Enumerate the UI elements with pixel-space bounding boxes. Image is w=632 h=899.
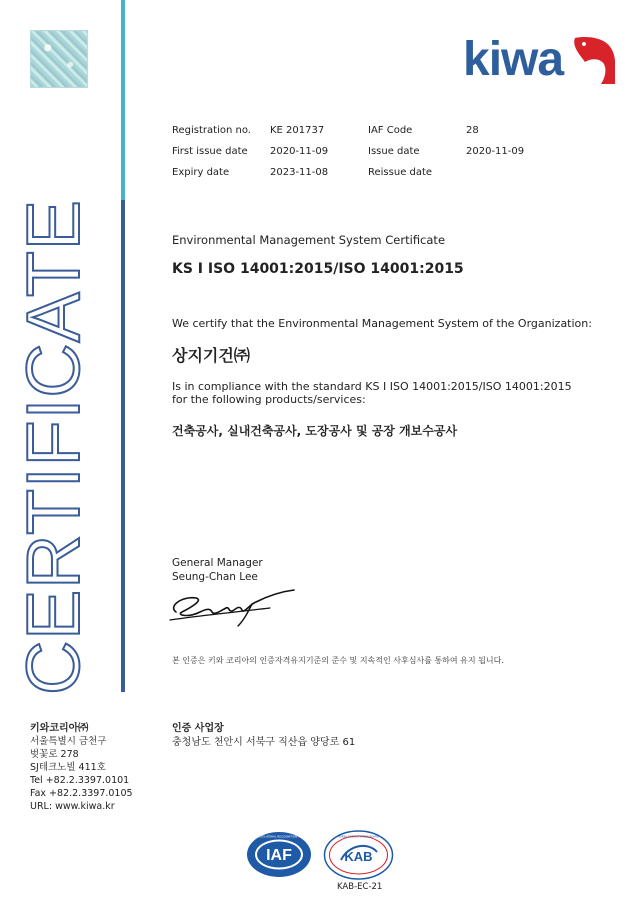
hologram-seal [30,30,88,88]
iaf-code-value: 28 [466,125,479,136]
certify-statement: We certify that the Environmental Management System of the Organization: [172,317,592,330]
issuer-block [30,722,133,813]
certificate-side-title: CERTIFICATE [11,199,95,695]
signatory-name: Seung-Chan Lee [172,571,258,583]
registration-no-value: KE 201737 [270,125,325,136]
kab-mark [323,830,394,880]
certificate-type: Environmental Management System Certificate [172,233,446,247]
first-issue-label: First issue date [172,146,248,157]
accent-bar-blue [121,200,125,692]
issuer-url[interactable]: URL: www.kiwa.kr [30,801,115,812]
site-title: 인증 사업장 [172,723,224,734]
kab-ring-text: KOREA ACCREDITATION BOARD [338,835,379,839]
certified-scope: 건축공사, 실내건축공사, 도장공사 및 공장 개보수공사 [172,424,458,438]
issuer-name: 키와코리아㈜ [30,723,89,734]
issuer-tel: Tel +82.2.3397.0101 [30,775,130,786]
iaf-code-label: IAF Code [368,125,413,136]
expiry-label: Expiry date [172,167,230,178]
accent-bar-teal [121,0,125,200]
issuer-address-1: 서울특별시 금천구 [30,736,107,747]
maintenance-note: 본 인증은 키와 코리아의 인증자격유지기준의 준수 및 지속적인 사후심사를 통하여 유지 됩니다. [172,656,504,665]
signatory-title: General Manager [172,557,263,569]
site-address: 충청남도 천안시 서북구 직산읍 양당로 61 [172,737,356,748]
kiwa-logo [463,34,613,86]
issue-date-label: Issue date [368,146,420,157]
compliance-line-2: for the following products/services: [172,393,366,406]
organization-name: 상지기건㈜ [172,346,250,365]
first-issue-value: 2020-11-09 [270,146,329,157]
issuer-address-2: 벚꽃로 278 [30,749,79,760]
issuer-fax: Fax +82.2.3397.0105 [30,788,133,799]
kab-label: KAB [344,849,373,864]
kab-code: KAB-EC-21 [337,882,383,892]
kiwa-logo-text: kiwa [463,33,564,86]
registration-no-label: Registration no. [172,125,251,136]
reissue-label: Reissue date [368,167,433,178]
signature [166,582,301,630]
issuer-address-3: SJ테크노빌 411호 [30,762,106,773]
iaf-label: IAF [266,847,292,864]
expiry-value: 2023-11-08 [270,167,329,178]
iaf-mark [238,831,320,878]
iaf-ring-text: MEMBER OF MULTILATERAL RECOGNITION ARRANGEMENT [238,834,320,839]
standard-title: KS I ISO 14001:2015/ISO 14001:2015 [172,261,464,277]
issue-date-value: 2020-11-09 [466,146,525,157]
beaver-icon [571,34,617,86]
site-block [172,722,355,750]
compliance-line-1: Is in compliance with the standard KS I ISO 14001:2015/ISO 14001:2015 [172,380,572,393]
